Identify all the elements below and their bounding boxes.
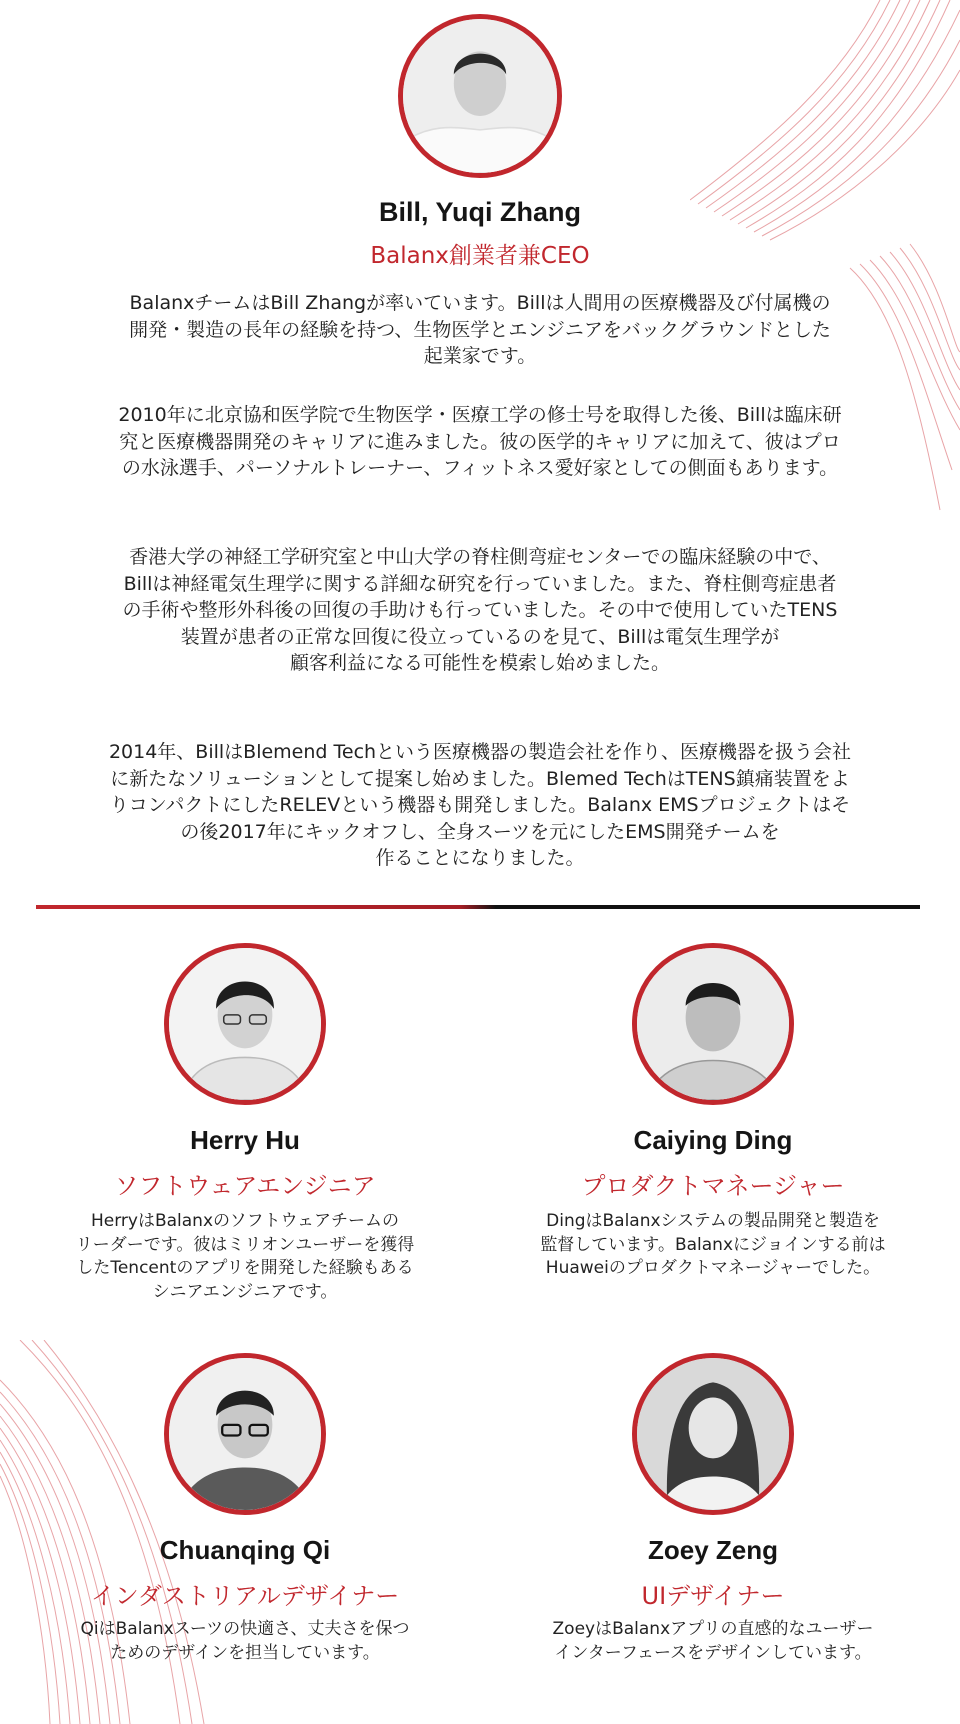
team-name-caiying-ding: Caiying Ding <box>633 1125 793 1155</box>
team-avatar-zoey-zeng <box>632 1353 794 1515</box>
ceo-avatar-photo <box>403 19 557 173</box>
herry-hu-photo <box>169 948 321 1100</box>
team-role-chuanqing-qi: インダストリアルデザイナー <box>90 1582 400 1610</box>
ceo-paragraph-2: 2010年に北京協和医学院で生物医学・医療工学の修士号を取得した後、Billは臨床研 究と医療機器開発のキャリアに進みました。彼の医学的キャリアに加えて、彼はプロ の水泳選手、パーソナルトレーナー、フィットネス愛好家としての側面もあります。 <box>118 404 842 479</box>
ceo-paragraph-1: BalanxチームはBill Zhangが率いています。Billは人間用の医療機器及び付属機の 開発・製造の長年の経験を持つ、生物医学とエンジニアをバックグラウンドとした 起業家です。 <box>129 292 831 367</box>
team-avatar-caiying-ding <box>632 943 794 1105</box>
team-name-zoey-zeng: Zoey Zeng <box>647 1535 778 1565</box>
caiying-ding-photo <box>637 948 789 1100</box>
section-divider <box>36 905 920 909</box>
ceo-role: Balanx創業者兼CEO <box>370 243 590 269</box>
team-name-herry-hu: Herry Hu <box>190 1125 300 1155</box>
team-role-zoey-zeng: UIデザイナー <box>641 1582 785 1610</box>
team-name-chuanqing-qi: Chuanqing Qi <box>159 1535 331 1565</box>
ceo-name: Bill, Yuqi Zhang <box>378 197 581 227</box>
team-avatar-herry-hu <box>164 943 326 1105</box>
team-bio-chuanqing-qi: QiはBalanxスーツの快適さ、丈夫さを保つ ためのデザインを担当しています。 <box>80 1619 410 1663</box>
ceo-paragraph-4: 2014年、BillはBlemend Techという医療機器の製造会社を作り、医療機器を扱う会社 に新たなソリューションとして提案し始めました。Blemed TechはTENS鎮痛装置をよ りコンパクトにしたRELEVという機器も開発しました。Balanx EMSプロジェクトはそ の後2017年にキックオフし、全身スーツを元にしたEMS開発チームを 作ることになりました。 <box>108 741 852 869</box>
team-bio-herry-hu: HerryはBalanxのソフトウェアチームの リーダーです。彼はミリオンユーザーを獲得 したTencentのアプリを開発した経験もある シニアエンジニアです。 <box>75 1211 415 1302</box>
team-role-caiying-ding: プロダクトマネージャー <box>581 1172 845 1200</box>
ceo-paragraph-3: 香港大学の神経工学研究室と中山大学の脊柱側弯症センターでの臨床経験の中で、 Billは神経電気生理学に関する詳細な研究を行っていました。また、脊柱側弯症患者 の手術や整形外科後の回復の手助けも行っていました。その中で使用していたTENS 装置が患者の正常な回復に役立っているのを見て、Billは電気生理学が 顧客利益になる可能性を模索し始めました。 <box>122 546 838 674</box>
team-bio-caiying-ding: DingはBalanxシステムの製品開発と製造を 監督しています。Balanxにジョインする前は Huaweiのプロダクトマネージャーでした。 <box>540 1211 886 1278</box>
zoey-zeng-photo <box>637 1358 789 1510</box>
team-bio-zoey-zeng: ZoeyはBalanxアプリの直感的なユーザー インターフェースをデザインしています。 <box>552 1619 874 1663</box>
team-role-herry-hu: ソフトウェアエンジニア <box>114 1172 376 1200</box>
chuanqing-qi-photo <box>169 1358 321 1510</box>
team-avatar-chuanqing-qi <box>164 1353 326 1515</box>
ceo-avatar <box>398 14 562 178</box>
